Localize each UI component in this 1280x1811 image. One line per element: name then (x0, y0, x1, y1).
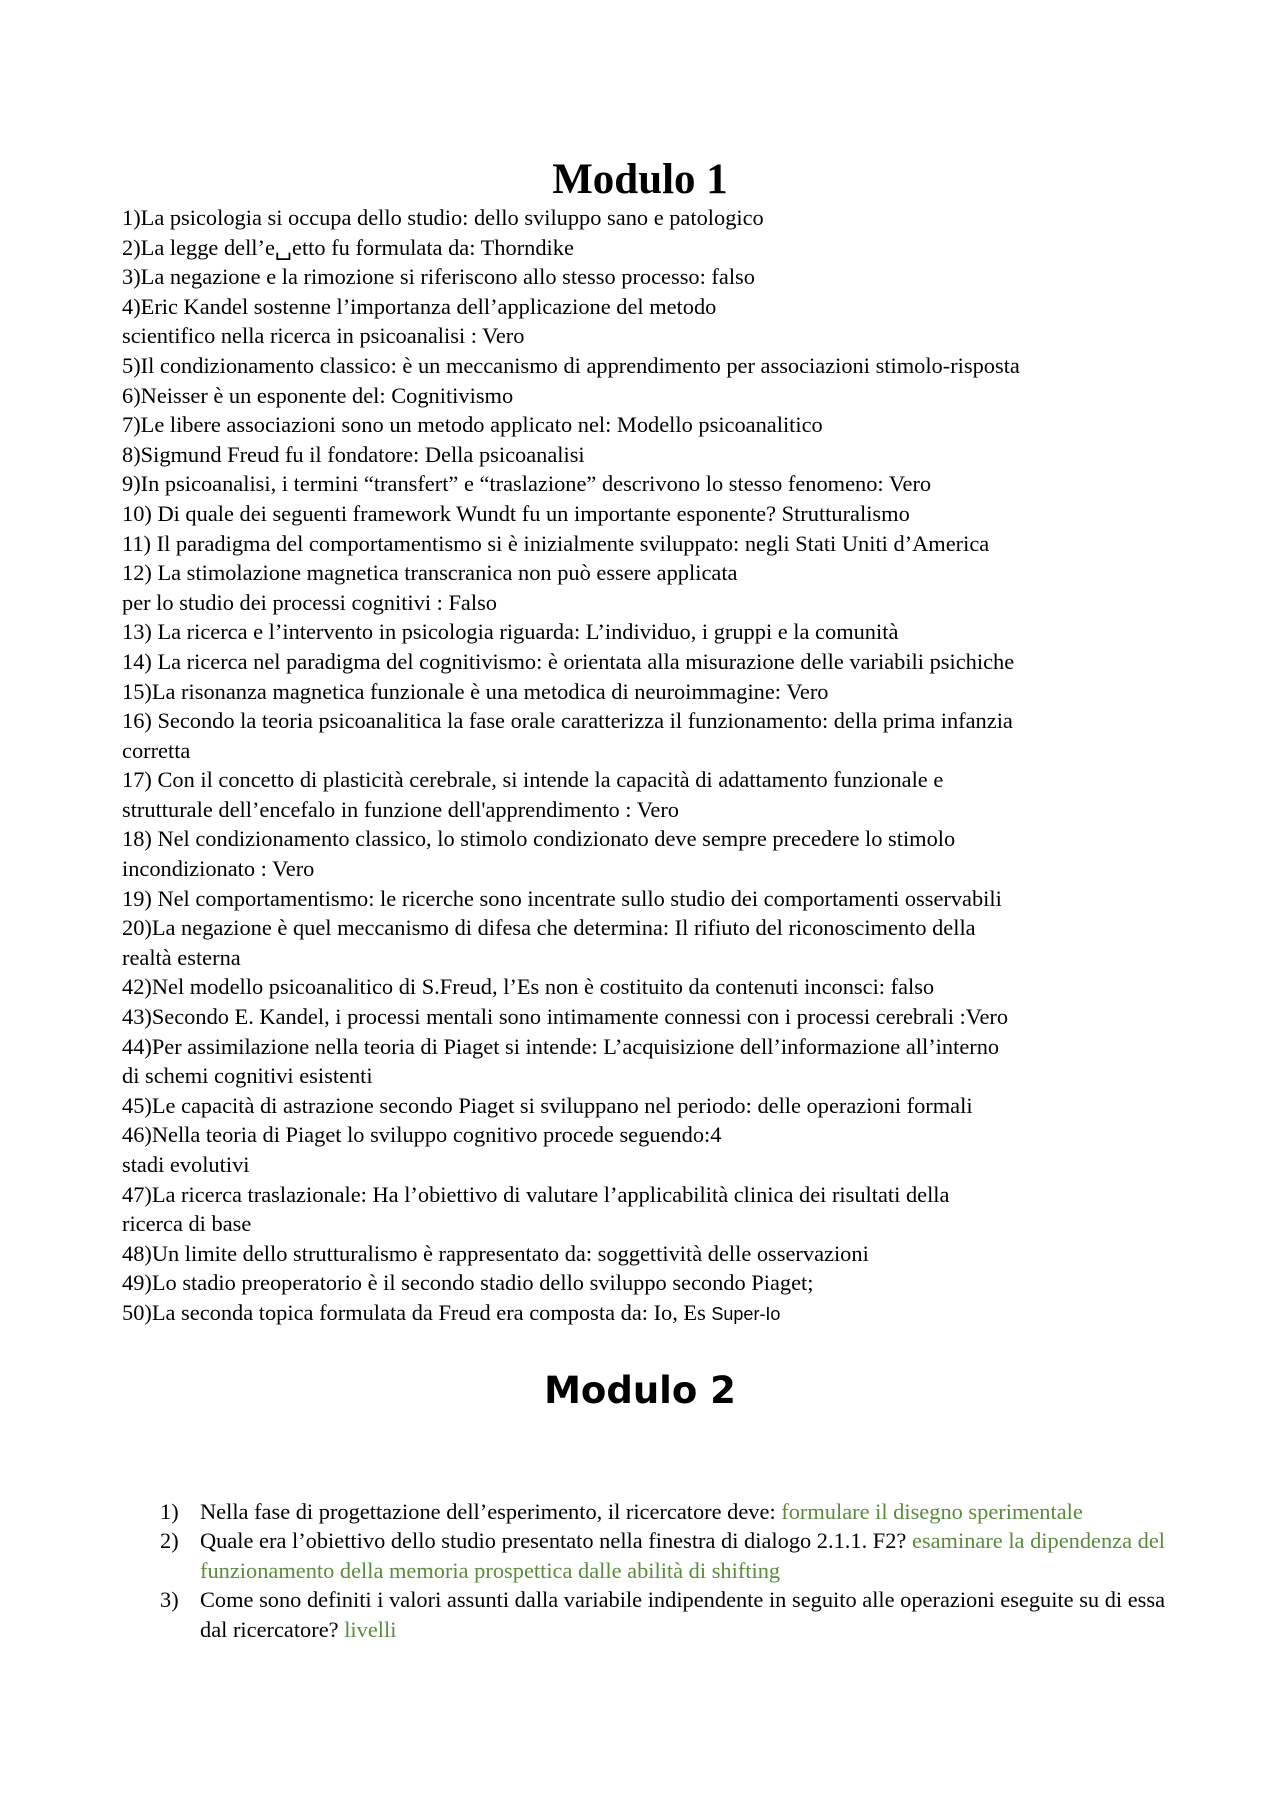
modulo2-item-question: Come sono definiti i valori assunti dalla variabile indipendente in seguito alle operazioni eseguite su di essa dal ricercatore? (200, 1587, 1166, 1642)
modulo1-line: 8)Sigmund Freud fu il fondatore: Della psicoanalisi (122, 441, 585, 467)
modulo1-line: scientifico nella ricerca in psicoanalisi : Vero (122, 323, 525, 349)
modulo1-line: 3)La negazione e la rimozione si riferiscono allo stesso processo: falso (122, 264, 755, 290)
modulo2-title: Modulo 2 (544, 1369, 736, 1412)
modulo1-line: 14) La ricerca nel paradigma del cognitivismo: è orientata alla misurazione delle variabili psichiche (122, 648, 1015, 674)
modulo1-line: stadi evolutivi (122, 1152, 250, 1177)
modulo1-line: strutturale dell’encefalo in funzione dell'apprendimento : Vero (122, 796, 679, 822)
modulo1-line: 1)La psicologia si occupa dello studio: dello sviluppo sano e patologico (122, 205, 764, 230)
modulo2-item-answer: formulare il disegno sperimentale (781, 1499, 1083, 1524)
modulo1-line-last (122, 1298, 1272, 1330)
modulo1-line: di schemi cognitivi esistenti (122, 1063, 373, 1089)
modulo1-line: 5)Il condizionamento classico: è un meccanismo di apprendimento per associazioni stimolo-risposta (122, 352, 1020, 378)
modulo1-line: ricerca di base (122, 1211, 252, 1237)
modulo1-line: realtà esterna (122, 944, 241, 970)
modulo1-line: 10) Di quale dei seguenti framework Wundt fu un importante esponente? Strutturalismo (122, 500, 910, 526)
modulo1-line: 9)In psicoanalisi, i termini “transfert” e “traslazione” descrivono lo stesso fenomeno: Vero (122, 471, 932, 497)
modulo1-line: 48)Un limite dello strutturalismo è rappresentato da: soggettività delle osservazioni (122, 1240, 869, 1266)
modulo2-item (160, 1585, 1170, 1644)
modulo1-line: 2)La legge dell’e␣etto fu formulata da: Thorndike (122, 234, 574, 260)
modulo1-line: 7)Le libere associazioni sono un metodo applicato nel: Modello psicoanalitico (122, 412, 823, 438)
modulo2-item-question: Quale era l’obiettivo dello studio presentato nella finestra di dialogo 2.1.1. F2? (200, 1528, 912, 1554)
modulo1-last-line-text: 50)La seconda topica formulata da Freud era composta da: Io, Es (122, 1299, 712, 1325)
modulo2-item-number: 1) (160, 1499, 179, 1524)
modulo1-line: 12) La stimolazione magnetica transcranica non può essere applicata (122, 560, 738, 586)
modulo1-line: corretta (122, 737, 191, 763)
modulo1-line: 42)Nel modello psicoanalitico di S.Freud, l’Es non è costituito da contenuti inconsci: falso (122, 974, 935, 1000)
modulo2-item-answer: esaminare la dipendenza del funzionamento della memoria prospettica dalle abilità di shifting (200, 1528, 1165, 1583)
modulo1-line: incondizionato : Vero (122, 856, 315, 882)
modulo1-line: 16) Secondo la teoria psicoanalitica la fase orale caratterizza il funzionamento: della prima infanzia (122, 708, 1013, 734)
modulo2-item-answer: livelli (344, 1616, 397, 1642)
modulo1-line: 46)Nella teoria di Piaget lo sviluppo cognitivo procede seguendo:4 (122, 1122, 722, 1148)
modulo1-line: 4)Eric Kandel sostenne l’importanza dell’applicazione del metodo (122, 293, 717, 319)
modulo1-line: 45)Le capacità di astrazione secondo Piaget si sviluppano nel periodo: delle operazioni formali (122, 1092, 973, 1118)
modulo2-item (160, 1526, 1170, 1585)
modulo1-line: 44)Per assimilazione nella teoria di Piaget si intende: L’acquisizione dell’informazione all’interno (122, 1033, 1000, 1059)
modulo1-line: 20)La negazione è quel meccanismo di difesa che determina: Il rifiuto del riconoscimento della (122, 915, 976, 941)
modulo2-list (160, 1497, 1170, 1644)
modulo1-title: Modulo 1 (552, 156, 728, 203)
modulo2-item-question: Nella fase di progettazione dell’esperimento, il ricercatore deve: (200, 1499, 782, 1524)
modulo1-line: 15)La risonanza magnetica funzionale è una metodica di neuroimmagine: Vero (122, 678, 829, 704)
modulo1-line: 49)Lo stadio preoperatorio è il secondo stadio dello sviluppo secondo Piaget; (122, 1270, 814, 1296)
modulo1-line: per lo studio dei processi cognitivi : Falso (122, 589, 497, 615)
modulo1-line: 13) La ricerca e l’intervento in psicologia riguarda: L’individuo, i gruppi e la comunità (122, 619, 899, 645)
modulo1-line: 43)Secondo E. Kandel, i processi mentali sono intimamente connessi con i processi cerebrali :Vero (122, 1004, 1009, 1030)
modulo2-item (160, 1497, 1170, 1526)
modulo1-line: 19) Nel comportamentismo: le ricerche sono incentrate sullo studio dei comportamenti osservabili (122, 885, 1002, 911)
modulo1-line: 17) Con il concetto di plasticità cerebrale, si intende la capacità di adattamento funzionale e (122, 767, 944, 793)
modulo1-line: 6)Neisser è un esponente del: Cognitivismo (122, 382, 514, 408)
modulo1-line: 47)La ricerca traslazionale: Ha l’obiettivo di valutare l’applicabilità clinica dei risultati della (122, 1181, 950, 1207)
modulo1-line: 18) Nel condizionamento classico, lo stimolo condizionato deve sempre precedere lo stimolo (122, 826, 956, 852)
modulo1-last-line-superio: Super-Io (711, 1303, 781, 1324)
modulo2-item-number: 3) (160, 1587, 179, 1613)
modulo2-item-number: 2) (160, 1528, 179, 1554)
modulo1-line: 11) Il paradigma del comportamentismo si è inizialmente sviluppato: negli Stati Uniti d’America (122, 530, 990, 556)
modulo1-text (122, 203, 1272, 1330)
